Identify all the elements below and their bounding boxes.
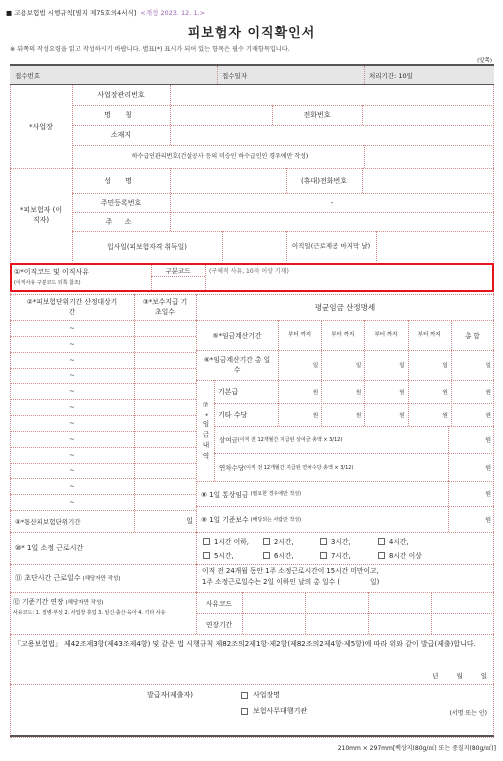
period-range-cell[interactable]: ~ [69, 387, 75, 396]
period-days-cell[interactable] [135, 337, 195, 351]
hours-option[interactable] [263, 535, 321, 547]
separation-reason-hint: (구체적 사유, 10자 이상 기재) [209, 268, 289, 275]
separation-code-field[interactable] [152, 277, 204, 289]
period-col2-header: ②*피보험단위기간 산정대상기간 [26, 298, 118, 316]
extension-period-cell[interactable] [243, 614, 304, 633]
wage-avg-label: ⑧ 1일 통상임금 [201, 490, 249, 499]
hours-option-checkbox[interactable] [263, 538, 270, 545]
hours-option[interactable] [378, 535, 436, 547]
hours-option-checkbox[interactable] [320, 552, 327, 559]
extension-label: ⑫ 기준기간 연장 [13, 598, 64, 606]
receipt-number-label: 접수번호 [15, 71, 41, 80]
insured-address-label: 주 소 [105, 217, 137, 226]
hours-option[interactable] [320, 549, 378, 561]
extension-code-cell[interactable] [432, 593, 493, 612]
extension-period-cell[interactable] [369, 614, 430, 633]
wage-bonus-label: 상여금 [219, 436, 238, 444]
workplace-phone-field[interactable] [363, 106, 493, 124]
period-range-cell[interactable]: ~ [69, 482, 75, 491]
wage-base-cell[interactable]: 원 [356, 389, 362, 396]
form-title: 피보험자 이직확인서 [187, 25, 316, 41]
insured-phone-label: (휴대)전화번호 [300, 176, 348, 185]
insured-rrn-field[interactable]: - [330, 198, 334, 207]
wage-avg-field[interactable] [448, 481, 494, 506]
issuer-sign: (서명 또는 인) [449, 709, 487, 717]
hours-option-label: 1시간 이하, [214, 538, 249, 546]
wage-base-daily-field[interactable] [448, 506, 494, 532]
hire-date-field[interactable] [223, 232, 285, 260]
period-days-cell[interactable] [135, 353, 195, 367]
hours-option-checkbox[interactable] [378, 552, 385, 559]
workplace-mgmt-no-label: 사업장관리번호 [97, 91, 145, 99]
separation-reason-field[interactable] [209, 266, 489, 288]
workplace-name-label: 명 칭 [104, 111, 138, 119]
extension-code-label: 사유코드 [205, 599, 233, 608]
wage-period-label: ⑤*임금계산기간 [212, 332, 262, 340]
wage-leave-field[interactable] [448, 453, 494, 481]
form-revision: <개정 2023. 12. 1.> [140, 8, 206, 17]
workplace-name-field[interactable] [171, 106, 271, 124]
separation-sublabel: (이직사유 구분코드 뒤쪽 참조) [14, 280, 81, 286]
wage-base-cell[interactable]: 원 [399, 389, 405, 396]
wage-period-cell[interactable]: 부터 까지 [374, 331, 398, 338]
period-days-cell[interactable] [135, 448, 195, 462]
extension-code-cell[interactable] [243, 593, 304, 612]
form-law-reference: ■ 고용보험법 시행규칙[별지 제75호의4서식] [6, 8, 137, 17]
subcontract-field[interactable] [365, 146, 493, 167]
issuer-opt2-checkbox[interactable] [241, 708, 248, 715]
wage-other-cell[interactable]: 원 [312, 412, 319, 419]
wage-days-cell[interactable]: 일 [312, 363, 319, 369]
period-days-cell[interactable] [135, 432, 195, 446]
issuer-label: 발급자(제출자) [146, 691, 194, 699]
wage-other-cell[interactable]: 원 [356, 412, 362, 419]
wage-avg-note: (필요한 경우에만 작성) [250, 491, 302, 497]
hours-option[interactable] [263, 549, 321, 561]
period-col3-header: ③*보수지급 기초일수 [142, 298, 188, 316]
period-days-cell[interactable] [135, 369, 195, 383]
short-time-label: ⑪ 초단시간 근로일수 [15, 574, 81, 582]
separation-code-label: 구분코드 [165, 267, 191, 275]
short-time-line2-end: 일) [370, 578, 380, 586]
period-total-unit: 일 [186, 517, 193, 525]
period-range-cell[interactable]: ~ [69, 466, 75, 475]
insured-name-field[interactable] [171, 169, 271, 192]
wage-bonus-note: (이직 전 12개월간 지급된 상여금 총액 × 3/12) [237, 437, 343, 443]
hours-option-label: 4시간, [389, 538, 409, 546]
wage-base-cell[interactable]: 원 [442, 389, 448, 396]
leave-date-field[interactable] [377, 232, 493, 260]
page-marker: (앞쪽) [477, 57, 492, 64]
hours-option-label: 3시간, [331, 538, 351, 546]
hours-option[interactable] [320, 535, 378, 547]
wage-period-cell[interactable]: 부터 까지 [331, 331, 355, 338]
short-time-line1: 이직 전 24개월 동안 1주 소정근로시간이 15시간 미만이고, [202, 567, 379, 575]
workplace-mgmt-no-field[interactable] [171, 86, 493, 104]
short-time-text [202, 566, 492, 590]
short-time-line2: 1주 소정근로일수는 2일 이하인 날의 총 일수 ( [202, 578, 341, 586]
insured-phone-field[interactable] [363, 169, 493, 192]
date-day: 일 [480, 671, 487, 680]
date-month: 월 [456, 671, 463, 680]
period-total-field[interactable] [134, 510, 196, 532]
wage-days-label: ⑥*임금계산기간 총 일수 [203, 356, 271, 374]
period-range-cell[interactable]: ~ [69, 323, 75, 332]
notice-text: ※ 뒤쪽의 작성요령을 읽고 작성하시기 바랍니다. 별표(*) 표시가 되어 있는 항목은 필수 기재항목입니다. [10, 46, 290, 53]
hours-option[interactable] [203, 549, 261, 561]
insured-section-label: *피보험자 (이직자) [19, 205, 63, 224]
wage-avg-unit: 원 [485, 491, 491, 498]
period-range-cell[interactable]: ~ [69, 403, 75, 412]
period-days-cell[interactable] [135, 464, 195, 478]
hours-option-checkbox[interactable] [320, 538, 327, 545]
period-range-cell[interactable]: ~ [69, 371, 75, 380]
receipt-date-label: 접수일자 [222, 71, 248, 80]
wage-leave-unit: 원 [485, 464, 491, 472]
extension-note: (해당자만 작성) [65, 600, 104, 606]
wage-section7-label: ⑦ * 임 금 내 역 [201, 401, 210, 460]
wage-avg-row [198, 481, 446, 506]
period-days-cell[interactable] [135, 495, 195, 509]
date-row [340, 668, 490, 682]
extension-period-cell[interactable] [306, 614, 367, 633]
form-header [6, 6, 205, 18]
issuer-opt1-checkbox[interactable] [241, 692, 248, 699]
hours-option-checkbox[interactable] [203, 552, 210, 559]
statement-text: 「고용보험법」 제42조제3항(제43조제4항) 및 같은 법 시행규칙 제82조의2제1항·제2항(제82조의2제4항·제5항)에 따라 위와 같이 발급(제출)합니다. [14, 640, 476, 648]
date-year: 년 [432, 671, 439, 680]
wage-days-cell[interactable]: 일 [356, 363, 362, 369]
extension-label-block [13, 596, 193, 630]
issuer-opt1-row[interactable] [238, 688, 358, 702]
footer-paper-size: 210mm × 297mm[백상지(80g/㎡) 또는 중질지(80g/㎡)] [337, 744, 496, 752]
short-time-row-label [12, 564, 196, 592]
hire-date-label: 입사일(피보험자격 취득일) [107, 243, 187, 251]
wage-base-daily-unit: 원 [485, 516, 491, 524]
wage-bonus-field[interactable] [448, 426, 494, 453]
issuer-opt2-label: 보험사무대행기관 [253, 707, 308, 715]
workplace-address-label: 소재지 [110, 131, 132, 139]
insured-name-label: 성 명 [104, 176, 138, 185]
short-time-line2-row [202, 577, 492, 588]
period-total-label: ④*통산피보험단위기간 [15, 517, 81, 526]
leave-date-label: 이직일(근로제공 마지막 날) [291, 241, 371, 250]
period-range-cell[interactable]: ~ [69, 434, 75, 443]
hours-option-label: 6시간, [274, 552, 294, 560]
wage-period-cell[interactable]: 부터 까지 [417, 331, 441, 338]
hours-option-label: 7시간, [331, 552, 351, 560]
issuer-opt2-row[interactable] [238, 704, 378, 718]
wage-other-cell[interactable]: 원 [442, 412, 448, 419]
hours-option-checkbox[interactable] [203, 538, 210, 545]
extension-codes: 사유코드: 1. 질병·부상 2. 사업장 휴업 3. 임신·출산·육아 4. 기타 사유 [13, 610, 166, 616]
period-range-cell[interactable]: ~ [69, 418, 75, 427]
short-time-note: (해당자만 작성) [82, 576, 121, 582]
wage-other-cell[interactable]: 원 [399, 412, 405, 419]
period-days-cell[interactable] [135, 400, 195, 414]
period-range-cell[interactable]: ~ [69, 498, 75, 507]
issuer-opt1-label: 사업장명 [253, 691, 281, 699]
wage-other-cell[interactable]: 원 [485, 412, 491, 419]
extension-period-cell[interactable] [432, 614, 493, 633]
period-range-cell[interactable]: ~ [69, 450, 75, 459]
period-days-cell[interactable] [135, 321, 195, 335]
wage-leave-row [216, 453, 446, 481]
wage-other-label: 기타 수당 [218, 410, 248, 419]
wage-total-header: 총 합 [465, 331, 480, 340]
wage-base-cell[interactable]: 원 [312, 389, 319, 396]
insured-address-field[interactable] [171, 213, 493, 230]
hours-option-checkbox[interactable] [263, 552, 270, 559]
separation-label-block [14, 265, 150, 290]
hours-option[interactable] [378, 549, 458, 561]
wage-base-cell[interactable]: 원 [485, 389, 491, 396]
period-days-cell[interactable] [135, 384, 195, 398]
workplace-phone-label: 전화번호 [303, 111, 331, 119]
hours-option[interactable] [203, 535, 261, 547]
processing-period-label: 처리기간: 10일 [369, 71, 413, 80]
wage-leave-note: (이직 전 12개월간 지급된 연차수당 총액 × 3/12) [244, 464, 354, 471]
workplace-address-field[interactable] [171, 126, 493, 144]
period-range-cell[interactable]: ~ [69, 339, 75, 348]
hours-option-label: 8시간 이상 [389, 552, 422, 560]
extension-period-label: 연장기간 [205, 620, 233, 629]
extension-label-line [13, 596, 193, 606]
insured-rrn-label: 주민등록번호 [100, 198, 142, 207]
period-range-cell[interactable]: ~ [69, 355, 75, 364]
subcontract-label: 하수급인관리번호(건설공사 등의 미승인 하수급인인 경우에만 작성) [131, 152, 309, 160]
workplace-section-label: *사업장 [29, 122, 53, 131]
separation-label: ①*이직코드 및 이직사유 [14, 268, 90, 276]
hours-option-label: 5시간, [214, 552, 234, 560]
wage-period-cell[interactable]: 부터 까지 [288, 331, 312, 338]
hours-option-checkbox[interactable] [378, 538, 385, 545]
wage-base-daily-note: (해당되는 사람만 작성) [250, 516, 302, 523]
wage-days-cell[interactable]: 일 [399, 363, 405, 369]
wage-leave-label: 연차수당 [219, 463, 245, 472]
period-days-cell[interactable] [135, 479, 195, 493]
period-days-cell[interactable] [135, 416, 195, 430]
extension-code-cell[interactable] [369, 593, 430, 612]
wage-days-cell[interactable]: 일 [485, 363, 491, 369]
hours-label: ⑩* 1일 소정 근로시간 [15, 544, 84, 552]
wage-bonus-unit: 원 [485, 437, 491, 444]
wage-bonus-row [216, 426, 446, 453]
wage-days-cell[interactable]: 일 [442, 363, 448, 369]
extension-code-cell[interactable] [306, 593, 367, 612]
wage-base-daily-row [198, 506, 446, 532]
wage-base-label: 기본급 [218, 387, 239, 396]
wage-header: 평균임금 산정명세 [314, 302, 376, 312]
hours-option-label: 2시간, [274, 538, 294, 546]
wage-base-daily-label: ⑨ 1일 기준보수 [201, 516, 249, 524]
